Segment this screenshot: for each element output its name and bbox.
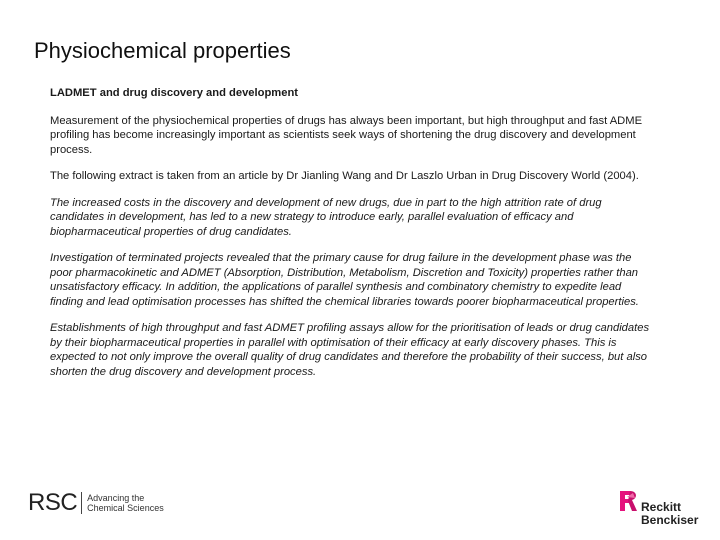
rsc-tagline-line2: Chemical Sciences bbox=[87, 503, 164, 513]
section-subtitle: LADMET and drug discovery and development bbox=[50, 87, 299, 99]
quote-paragraph-investigation: Investigation of terminated projects revealed that the primary cause for drug failure in the development phase was the poor pharmacokinetic and ADMET (Absorption, Distribution, Metabolism, Discretion and Toxicity) properties rather than unsatisfactory efficacy. In addition, the applications of parallel synthesis and combinatory chemistry to expedite lead finding and lead optimisation processes has shifted the chemical libraries towards poorer biopharmaceutical properties. bbox=[50, 252, 639, 308]
slide-content bbox=[50, 86, 650, 391]
reckitt-benckiser-logo bbox=[617, 490, 698, 526]
rb-line1: Reckitt bbox=[641, 500, 682, 514]
quote-paragraph-costs: The increased costs in the discovery and development of new drugs, due in part to the high attrition rate of drug candidates in development, has led to a new strategy to introduce early, parallel evaluation of efficacy and biopharmaceutical properties of drug candidates. bbox=[50, 196, 602, 238]
rsc-tagline-line1: Advancing the bbox=[87, 492, 145, 503]
quote-paragraph-establishments: Establishments of high throughput and fast ADMET profiling assays allow for the prioritisation of leads or drug candidates by their biopharmaceutical properties in parallel with optimisation of their efficacy at early discovery phases. This is expected to not only improve the overall quality of drug candidates and therefore the probability of their success, but also shorten the drug discovery and development process. bbox=[50, 322, 650, 378]
reckitt-benckiser-wordmark bbox=[641, 501, 698, 526]
paragraph-source: The following extract is taken from an article by Dr Jianling Wang and Dr Laszlo Urban in Drug Discovery World (2004). bbox=[50, 170, 639, 182]
rsc-wordmark: RSC bbox=[28, 489, 78, 516]
paragraph-intro: Measurement of the physiochemical properties of drugs has always been important, but high throughput and fast ADME profiling has become increasingly important as scientists seek ways of shortening the drug discovery and development process. bbox=[50, 114, 643, 156]
rb-line2: Benckiser bbox=[641, 512, 699, 527]
rsc-tagline bbox=[87, 493, 164, 514]
rsc-logo bbox=[28, 491, 164, 515]
page-title: Physiochemical properties bbox=[34, 38, 291, 63]
rsc-divider bbox=[81, 492, 82, 514]
reckitt-benckiser-icon bbox=[617, 489, 639, 513]
